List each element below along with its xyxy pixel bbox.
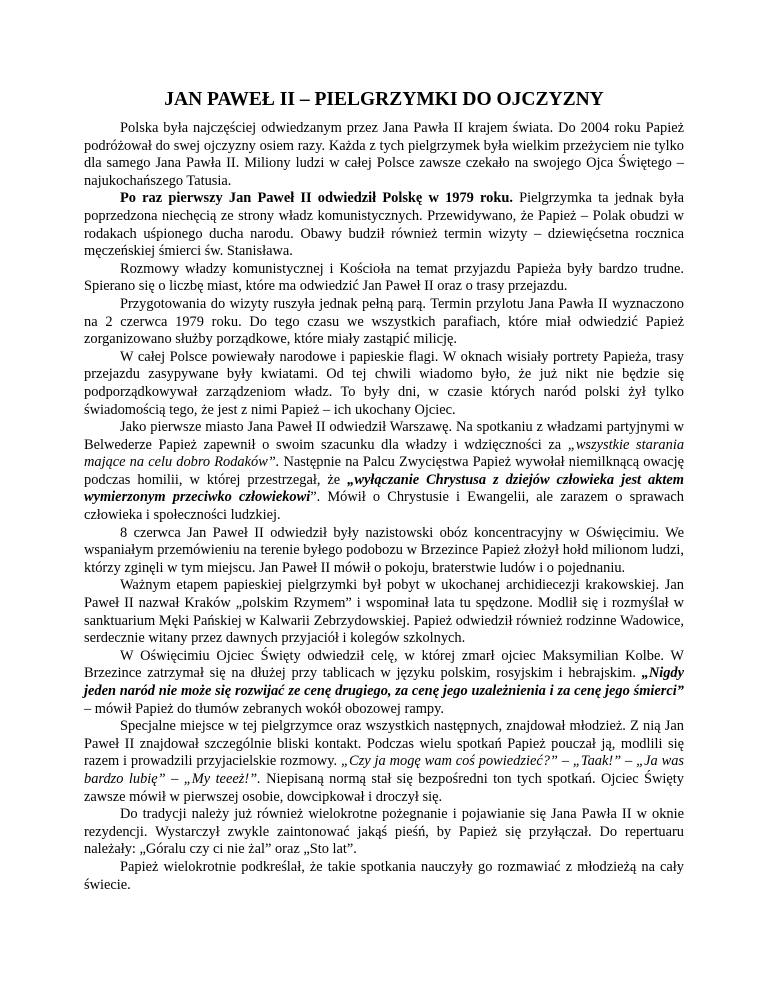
text-run: Jako pierwsze miasto Jana Paweł II odwiedził Warszawę. Na spotkaniu z władzami partyjnymi w Belwederze Papież zapewnił o swoim szacunku dla władzy i wdzięczności za: [84, 419, 684, 453]
text-run: Pielgrzymka ta jednak była poprzedzona niechęcią ze strony władz komunistycznych. Przewidywano, że Papież – Polak obudzi w rodakach uśpionego ducha narodu. Obawy budził również termin wizyty – dziewięćsetna rocznica męczeńskiej śmierci św. Stanisława.: [84, 190, 684, 260]
text-run: „wyłączanie Chrystusa z dziejów człowieka jest aktem wymierzonym przeciwko człowiekowi: [84, 471, 684, 506]
text-run: Po raz pierwszy Jan Paweł II odwiedził Polskę w 1979 roku.: [120, 190, 513, 207]
text-run: Następnie na Palcu Zwycięstwa Papież wywołał niemilknącą owację podczas homilii, w której przestrzegał, że: [84, 454, 684, 488]
text-run: Ważnym etapem papieskiej pielgrzymki był pobyt w ukochanej archidiecezji krakowskiej. Jan Paweł II nazwał Kraków „polskim Rzymem” i wspominał lata tu spędzone. Modlił się i rozmyślał w sanktuarium Męki Pańskiej w Kalwarii Zebrzydowskiej. Papież odwiedził również rodzinne Wadowice, serdecznie witany przez dawnych przyjaciół i kolegów szkolnych.: [84, 577, 684, 647]
text-run: Specjalne miejsce w tej pielgrzymce oraz wszystkich następnych, znajdował młodzież. Z nią Jan Paweł II znajdował szczególnie bliski kontakt. Podczas wielu spotkań Papież pouczał ją, modlili się razem i prowadzili przyjacielskie rozmowy.: [84, 718, 684, 770]
document-title: JAN PAWEŁ II – PIELGRZYMKI DO OJCZYZNY: [164, 89, 604, 110]
paragraph: [84, 806, 684, 859]
text-run: ”. Mówił o Chrystusie i Ewangelii, ale zarazem o sprawach człowieka i społeczności ludzkiej.: [84, 489, 684, 524]
text-run: – mówił Papież do tłumów zebranych wokół obozowej rampy.: [84, 700, 444, 717]
paragraph: [84, 648, 684, 718]
text-run: Przygotowania do wizyty ruszyła jednak pełną parą. Termin przylotu Jana Pawła II wyznaczono na 2 czerwca 1979 roku. Do tego czasu we wszystkich parafiach, które miał odwiedzić Papież zorganizowano służby porządkowe, które miały zastąpić milicję.: [84, 295, 684, 348]
text-run: Rozmowy władzy komunistycznej i Kościoła na temat przyjazdu Papieża były bardzo trudne. Spierano się o liczbę miast, które ma odwiedzić Jan Paweł II oraz o trasy przejazdu.: [84, 260, 684, 295]
paragraph: [84, 525, 684, 578]
text-run: 8 czerwca Jan Paweł II odwiedził były nazistowski obóz koncentracyjny w Oświęcimiu. We wspaniałym przemówieniu na terenie byłego podobozu w Brzezince Papież złożył hołd milionom ludzi, którzy zginęli w tym miejscu. Jan Paweł II mówił o pokoju, braterstwie ludów i o pojednaniu.: [84, 524, 684, 576]
text-run: W Oświęcimiu Ojciec Święty odwiedził celę, w której zmarł ojciec Maksymilian Kolbe. W Brzezince zatrzymał się na dłużej przy tablicach w języku polskim, rosyjskim i hebrajskim.: [84, 647, 684, 682]
text-run: „wszystkie starania mające na celu dobro Rodaków”.: [84, 436, 685, 471]
paragraph: [84, 718, 684, 806]
text-run: Do tradycji należy już również wielokrotne pożegnanie i pojawianie się Jana Pawła II w oknie rezydencji. Wystarczył zwykle zaintonować jakąś pieśń, by Papież się przyłączał. Do repertuaru należały: „Góralu czy ci nie żal” oraz „Sto lat”.: [84, 806, 684, 858]
document-page: [84, 88, 684, 894]
paragraph: [84, 120, 684, 190]
paragraph: [84, 859, 684, 894]
text-run: W całej Polsce powiewały narodowe i papieskie flagi. W oknach wisiały portrety Papieża, trasy przejazdu zasypywane były kwiatami. Od tej chwili wiadomo było, że już nikt nie będzie się podporządkowywał zarządzeniom władz. To były dni, w czasie których naród polski żył tylko świadomością tego, że jest z nimi Papież – ich ukochany Ojciec.: [84, 348, 684, 418]
paragraph: [84, 296, 684, 349]
paragraph: [84, 190, 684, 260]
paragraph: [84, 349, 684, 419]
text-run: Polska była najczęściej odwiedzanym przez Jana Pawła II krajem świata. Do 2004 roku Papież podróżował do swej ojczyzny osiem razy. Każda z tych pielgrzymek była wielkim przeżyciem nie tylko dla samego Jana Pawła II. Miliony ludzi w całej Polsce zawsze czekało na swojego Ojca Świętego – najukochańszego Tatusia.: [84, 120, 684, 189]
text-run: „Czy ja mogę wam coś powiedzieć?” – „Taak!” – „Ja was bardzo lubię” – „My teeeż!”.: [84, 753, 684, 787]
text-run: „Nigdy jeden naród nie może się rozwijać ze cenę drugiego, za cenę jego uzależnienia i za cenę jego śmierci”: [84, 665, 684, 699]
text-run: Papież wielokrotnie podkreślał, że takie spotkania nauczyły go rozmawiać z młodzieżą na cały świecie.: [84, 858, 684, 893]
document-body: [84, 120, 684, 894]
paragraph: [84, 419, 684, 525]
text-run: Niepisaną normą stał się bezpośredni ton tych spotkań. Ojciec Święty zawsze mówił w pierwszej osobie, dowcipkował i droczył się.: [84, 770, 684, 805]
paragraph: [84, 577, 684, 647]
paragraph: [84, 261, 684, 296]
